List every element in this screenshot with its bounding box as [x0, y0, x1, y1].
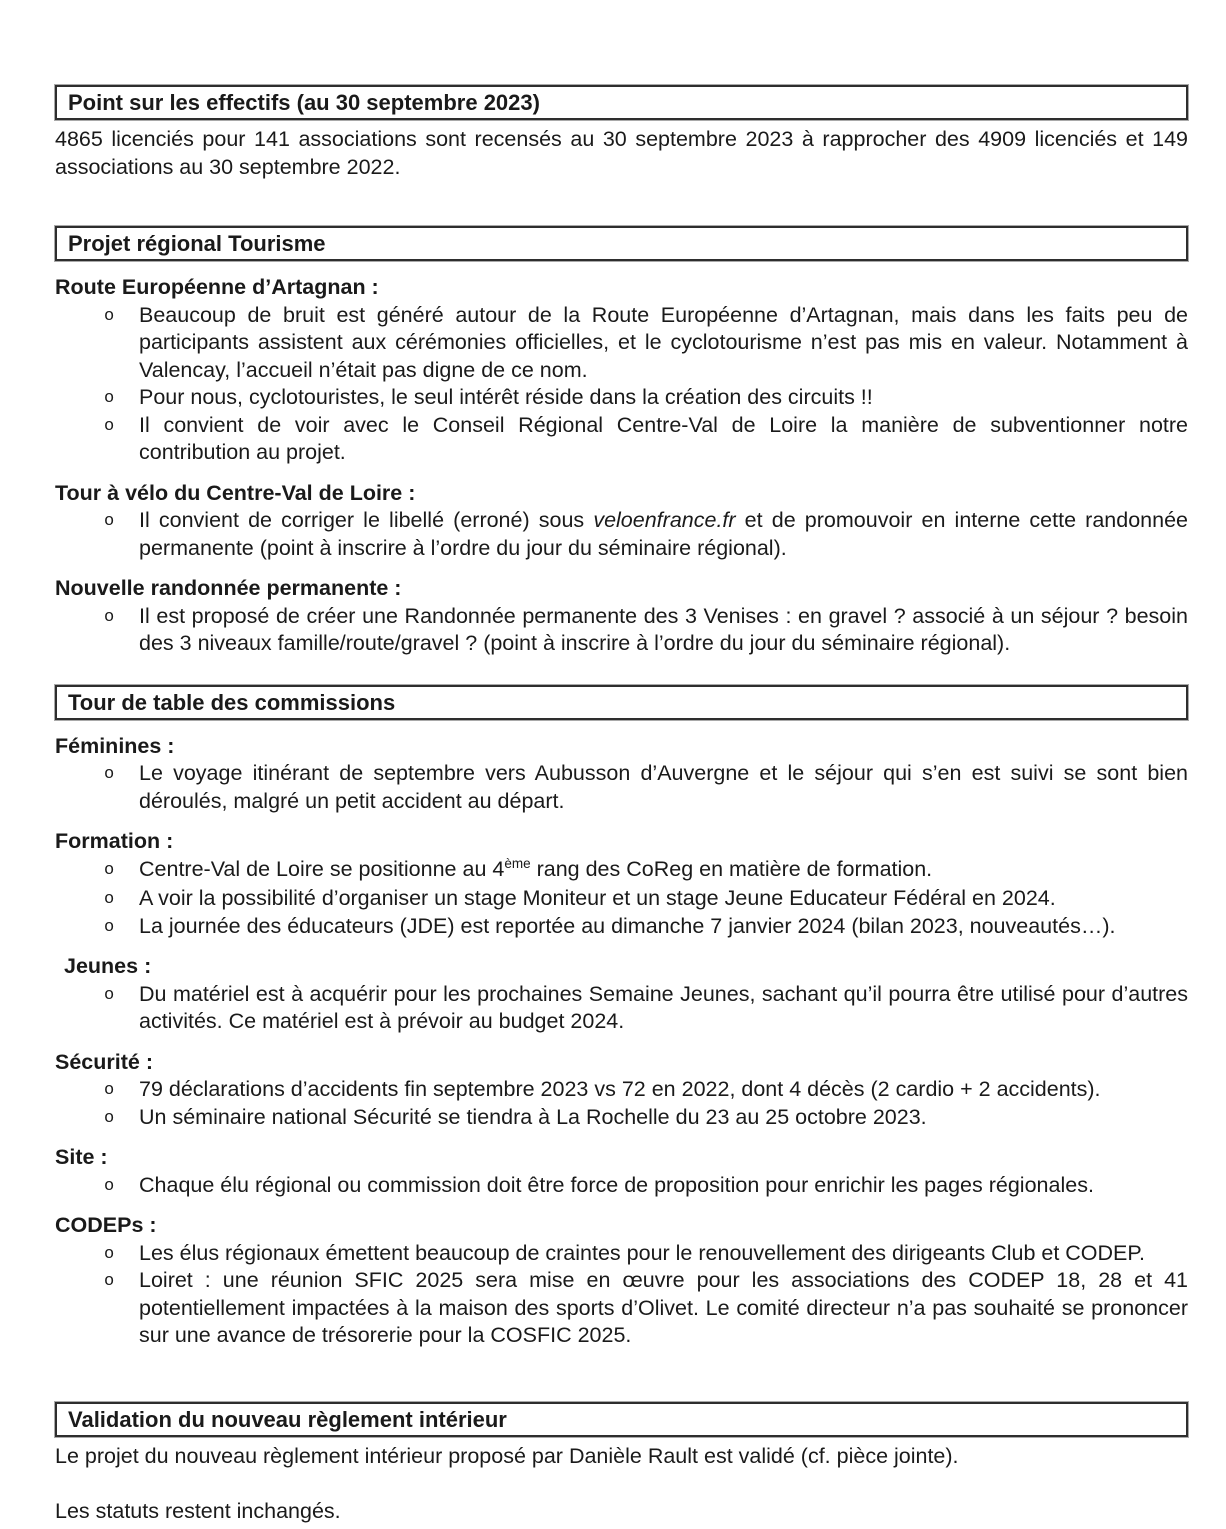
bullet-text: Centre-Val de Loire se positionne au 4	[139, 856, 505, 881]
bullet-marker-icon: o	[104, 860, 115, 880]
bullet-marker-icon: o	[104, 607, 115, 627]
bullet-list-tour-velo	[55, 507, 1188, 562]
bullet-text: rang des CoReg en matière de formation.	[530, 856, 933, 881]
bullet-marker-icon: o	[104, 917, 115, 937]
bullet-text: Un séminaire national Sécurité se tiendra à La Rochelle du 23 au 25 octobre 2023.	[139, 1104, 927, 1129]
bullet-marker-icon: o	[104, 765, 115, 784]
bullet-marker-icon: o	[104, 1272, 115, 1291]
bullet-item	[55, 981, 1188, 1036]
bullet-text: Beaucoup de bruit est généré autour de la Route Européenne d’Artagnan, mais dans les faits peu de participants assistent aux cérémonies officielles, et le cyclotourisme n’est pas mis en valeur. Notamment à Valencay, l’accueil n’était pas digne de ce nom.	[139, 302, 1188, 382]
section-commissions	[55, 685, 1188, 1350]
bullet-marker-icon: o	[104, 389, 115, 408]
bullet-text: Le voyage itinérant de septembre vers Aubusson d’Auvergne et le séjour qui s’en est suivi se sont bien déroulés, malgré un petit accident au départ.	[139, 761, 1188, 813]
bullet-list-formation	[55, 856, 1188, 941]
bullet-marker-icon: o	[104, 512, 115, 531]
bullet-marker-icon: o	[104, 1081, 115, 1100]
bullet-text: A voir la possibilité d’organiser un stage Moniteur et un stage Jeune Educateur Fédéral en 2024.	[139, 886, 1056, 910]
bullet-text-italic: veloenfrance.fr	[593, 508, 736, 532]
bullet-list-site	[55, 1172, 1188, 1200]
subsection-heading-site: Site :	[55, 1145, 108, 1169]
bullet-list-codeps	[55, 1240, 1188, 1350]
bullet-item	[55, 856, 1188, 886]
bullet-text: Loiret : une réunion SFIC 2025 sera mise en œuvre pour les associations des CODEP 18, 28 et 41 potentiellement impactées à la maison des sports d’Olivet. Le comité directeur n’a pas souhaité se prononcer sur une avance de trésorerie pour la COSFIC 2025.	[139, 1268, 1188, 1347]
bullet-text: La journée des éducateurs (JDE) est reportée au dimanche 7 janvier 2024 (bilan 2023, nouveautés…).	[139, 913, 1116, 938]
bullet-marker-icon: o	[104, 1176, 115, 1196]
bullet-item	[55, 760, 1188, 815]
bullet-item	[55, 302, 1188, 385]
bullet-item	[55, 885, 1188, 913]
subsection-heading-artagnan: Route Européenne d’Artagnan :	[55, 275, 379, 299]
bullet-marker-icon: o	[104, 306, 115, 326]
section-effectifs	[55, 85, 1188, 181]
subsection-heading-codeps: CODEPs :	[55, 1213, 157, 1237]
body-paragraph-reglement: Le projet du nouveau règlement intérieur proposé par Danièle Rault est validé (cf. pièce jointe).	[55, 1443, 959, 1468]
bullet-item	[55, 1267, 1188, 1350]
bullet-marker-icon: o	[104, 890, 115, 909]
bullet-list-securite	[55, 1076, 1188, 1131]
bullet-text: Il est proposé de créer une Randonnée permanente des 3 Venises : en gravel ? associé à un séjour ? besoin des 3 niveaux famille/route/gravel ? (point à inscrire à l’ordre du jour du séminaire régional).	[139, 603, 1188, 655]
section-reglement	[55, 1402, 1188, 1526]
body-paragraph-effectifs: 4865 licenciés pour 141 associations sont recensés au 30 septembre 2023 à rapprocher des 4909 licenciés et 149 associations au 30 septembre 2022.	[55, 127, 1188, 179]
bullet-item	[55, 412, 1188, 467]
subsection-heading-jeunes: Jeunes :	[64, 954, 152, 978]
bullet-marker-icon: o	[104, 1244, 115, 1264]
bullet-text-superscript: ème	[504, 855, 531, 871]
bullet-item	[55, 1240, 1188, 1268]
bullet-item	[55, 507, 1188, 562]
bullet-text: Il convient de voir avec le Conseil Régional Centre-Val de Loire la manière de subventionner notre contribution au projet.	[139, 412, 1188, 464]
subsection-heading-feminines: Féminines :	[55, 733, 175, 758]
subsection-heading-nouvelle-randonnee: Nouvelle randonnée permanente :	[55, 576, 402, 600]
bullet-text: Il convient de corriger le libellé (erroné) sous	[139, 508, 594, 532]
subsection-heading-formation: Formation :	[55, 829, 174, 853]
bullet-text: et de promouvoir en interne cette randonnée permanente (point à inscrire à l’ordre du jour du séminaire régional).	[139, 508, 1188, 560]
bullet-text: Du matériel est à acquérir pour les prochaines Semaine Jeunes, sachant qu’il pourra être utilisé pour d’autres activités. Ce matériel est à prévoir au budget 2024.	[139, 981, 1188, 1033]
bullet-item	[55, 1076, 1188, 1104]
bullet-text: Les élus régionaux émettent beaucoup de craintes pour le renouvellement des dirigeants Club et CODEP.	[139, 1240, 1145, 1265]
subsection-heading-securite: Sécurité :	[55, 1049, 153, 1074]
bullet-item	[55, 913, 1188, 941]
subsection-heading-tour-velo: Tour à vélo du Centre-Val de Loire :	[55, 480, 416, 505]
bullet-list-artagnan	[55, 302, 1188, 467]
bullet-text: Pour nous, cyclotouristes, le seul intérêt réside dans la création des circuits !!	[139, 385, 873, 409]
bullet-item	[55, 1104, 1188, 1132]
bullet-list-nouvelle-randonnee	[55, 603, 1188, 658]
bullet-marker-icon: o	[104, 985, 115, 1005]
section-title-commissions: Tour de table des commissions	[55, 685, 1188, 720]
body-paragraph-statuts: Les statuts restent inchangés.	[55, 1499, 341, 1523]
bullet-text: Chaque élu régional ou commission doit être force de proposition pour enrichir les pages régionales.	[139, 1172, 1094, 1197]
bullet-marker-icon: o	[104, 1108, 115, 1128]
bullet-marker-icon: o	[104, 416, 115, 436]
bullet-text: 79 déclarations d’accidents fin septembre 2023 vs 72 en 2022, dont 4 décès (2 cardio + 2 accidents).	[139, 1077, 1101, 1101]
bullet-list-jeunes	[55, 981, 1188, 1036]
bullet-item	[55, 1172, 1188, 1200]
bullet-item	[55, 384, 1188, 412]
bullet-list-feminines	[55, 760, 1188, 815]
section-title-reglement: Validation du nouveau règlement intérieur	[55, 1402, 1188, 1437]
section-title-effectifs: Point sur les effectifs (au 30 septembre 2023)	[55, 85, 1188, 120]
section-tourisme	[55, 226, 1188, 658]
bullet-item	[55, 603, 1188, 658]
section-title-tourisme: Projet régional Tourisme	[55, 226, 1188, 261]
